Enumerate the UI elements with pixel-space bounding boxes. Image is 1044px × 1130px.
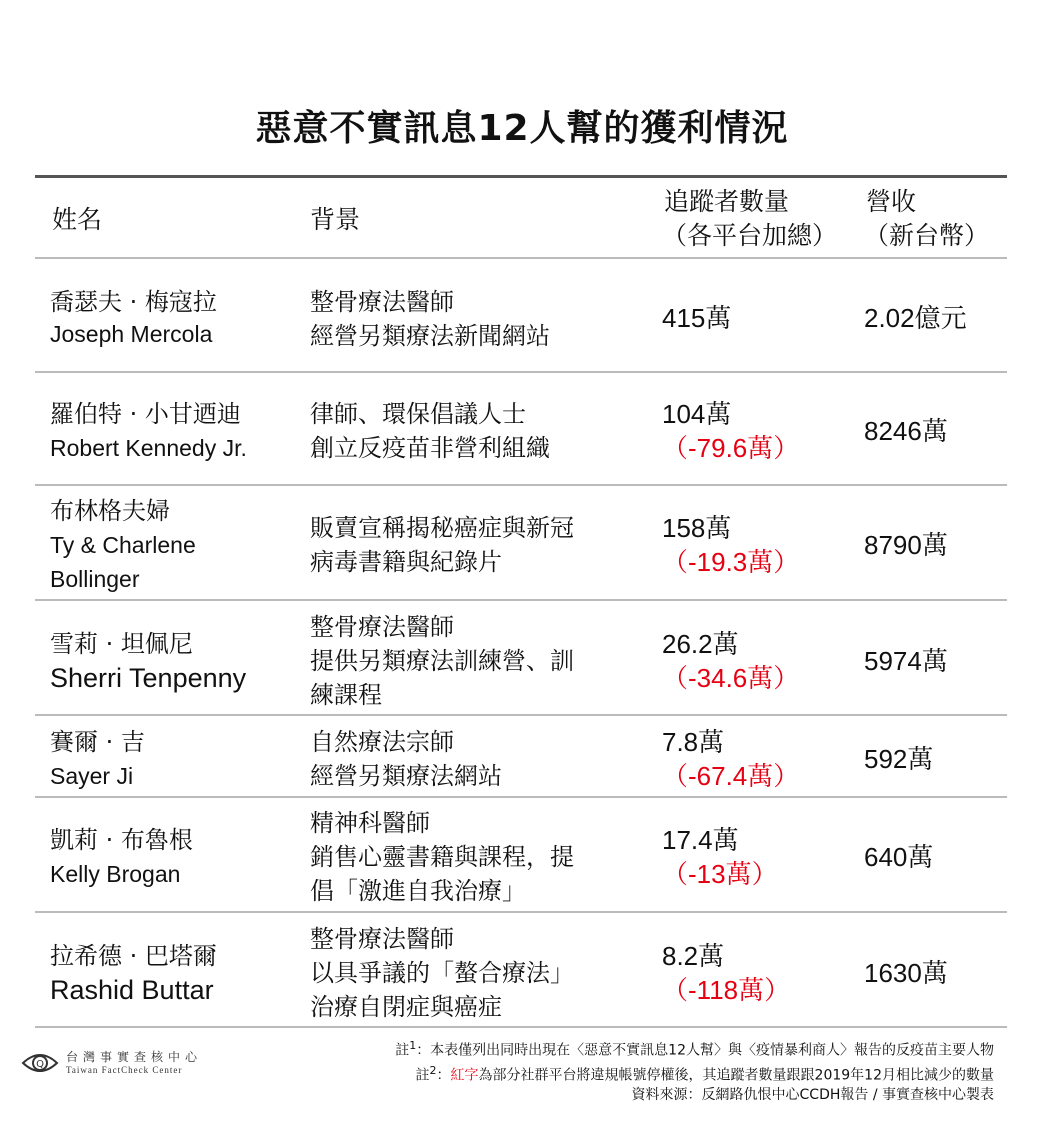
row-name-en: Robert Kennedy Jr. <box>50 435 247 461</box>
row-followers: 17.4萬 <box>662 825 739 855</box>
row-revenue: 8790萬 <box>864 530 948 560</box>
header-followers-note: （各平台加總） <box>662 221 838 250</box>
row-rule <box>35 484 1007 486</box>
footnote-2-red-text: 紅字 <box>450 1067 479 1084</box>
row-name-zh: 布林格夫婦 <box>50 497 170 525</box>
row-revenue: 8246萬 <box>864 416 948 446</box>
row-revenue: 2.02億元 <box>864 303 967 333</box>
row-rule <box>35 371 1007 373</box>
row-rule <box>35 714 1007 716</box>
footnote-2-sep: ： <box>436 1067 451 1084</box>
row-revenue: 640萬 <box>864 842 934 872</box>
footnote-2 <box>395 1061 994 1086</box>
footnote-1-label: 註 <box>395 1042 410 1059</box>
row-followers: 7.8萬 <box>662 727 725 757</box>
row-bg-line: 銷售心靈書籍與課程，提 <box>310 843 574 871</box>
row-name-zh: 拉希德 · 巴塔爾 <box>50 942 217 970</box>
row-name-en: Sayer Ji <box>50 763 134 789</box>
row-revenue: 1630萬 <box>864 958 948 988</box>
fact-check-center-logo <box>20 1043 220 1083</box>
row-follower-change: （-34.6萬） <box>662 663 800 693</box>
row-bg-line: 律師、環保倡議人士 <box>310 400 526 428</box>
row-bg-line: 自然療法宗師 <box>310 728 454 756</box>
table-top-rule <box>35 175 1007 178</box>
row-rule <box>35 599 1007 601</box>
row-follower-change: （-13萬） <box>662 859 778 889</box>
header-revenue: 營收 <box>866 187 917 216</box>
row-revenue: 592萬 <box>864 744 934 774</box>
header-name: 姓名 <box>52 205 103 234</box>
source-note: 資料來源：反網路仇恨中心CCDH報告 / 事實查核中心製表 <box>631 1087 994 1104</box>
row-name-en: Kelly Brogan <box>50 861 181 887</box>
row-followers: 8.2萬 <box>662 941 725 971</box>
row-bg-line: 病毒書籍與紀錄片 <box>310 548 502 576</box>
row-bg-line: 整骨療法醫師 <box>310 613 454 641</box>
row-name-zh: 喬瑟夫 · 梅寇拉 <box>50 288 217 316</box>
footnote-1-text: ：本表僅列出同時出現在〈惡意不實訊息12人幫〉與〈疫情暴利商人〉報告的反疫苗主要人物 <box>416 1042 994 1059</box>
row-name-zh: 雪莉 · 坦佩尼 <box>50 630 193 658</box>
row-bg-line: 經營另類療法網站 <box>310 762 502 790</box>
row-name-zh: 賽爾 · 吉 <box>50 728 145 756</box>
row-bg-line: 整骨療法醫師 <box>310 925 454 953</box>
header-revenue-note: （新台幣） <box>864 221 990 250</box>
footnote-2-label: 註 <box>415 1067 430 1084</box>
row-follower-change: （-19.3萬） <box>662 547 800 577</box>
footnote-2-text: 為部分社群平台將違規帳號停權後，其追蹤者數量跟跟2019年12月相比減少的數量 <box>478 1067 994 1084</box>
row-bg-line: 提供另類療法訓練營、訓 <box>310 647 574 675</box>
row-name-en: Ty & Charlene Bollinger <box>50 532 196 592</box>
row-followers: 104萬 <box>662 399 732 429</box>
row-bg-line: 整骨療法醫師 <box>310 288 454 316</box>
row-follower-change: （-67.4萬） <box>662 761 800 791</box>
row-bg-line: 精神科醫師 <box>310 809 430 837</box>
row-name-en: Joseph Mercola <box>50 321 213 347</box>
footnote-1 <box>395 1036 994 1061</box>
row-follower-change: （-79.6萬） <box>662 433 800 463</box>
row-followers: 158萬 <box>662 513 732 543</box>
svg-text:Q: Q <box>36 1059 44 1070</box>
row-name-en: Sherri Tenpenny <box>50 663 247 693</box>
footnotes <box>395 1036 994 1105</box>
row-bg-line: 以具爭議的「螯合療法」 <box>310 959 574 987</box>
eye-icon <box>20 1043 60 1083</box>
table-bottom-rule <box>35 1026 1007 1028</box>
row-bg-line: 販賣宣稱揭秘癌症與新冠 <box>310 514 574 542</box>
row-name-zh: 凱莉 · 布魯根 <box>50 826 193 854</box>
page-title: 惡意不實訊息12人幫的獲利情況 <box>255 108 789 149</box>
row-follower-change: （-118萬） <box>662 975 791 1005</box>
row-rule <box>35 796 1007 798</box>
header-rule <box>35 257 1007 259</box>
header-background: 背景 <box>310 205 361 234</box>
footnote-1-number: 1 <box>409 1039 417 1052</box>
logo-text-zh: 台灣事實查核中心 <box>66 1050 203 1064</box>
row-name-zh: 羅伯特 · 小甘迺迪 <box>50 400 241 428</box>
row-followers: 415萬 <box>662 303 732 333</box>
header-followers: 追蹤者數量 <box>664 187 790 216</box>
row-bg-line: 治療自閉症與癌症 <box>310 993 502 1021</box>
row-bg-line: 創立反疫苗非營利組織 <box>310 434 550 462</box>
row-bg-line: 倡「激進自我治療」 <box>310 877 526 905</box>
row-revenue: 5974萬 <box>864 646 948 676</box>
row-rule <box>35 911 1007 913</box>
logo-text-en: Taiwan FactCheck Center <box>66 1065 183 1075</box>
row-followers: 26.2萬 <box>662 629 739 659</box>
row-name-en: Rashid Buttar <box>50 975 214 1005</box>
row-bg-line: 經營另類療法新聞網站 <box>310 322 550 350</box>
row-bg-line: 練課程 <box>310 681 382 709</box>
footnote-2-number: 2 <box>429 1063 437 1077</box>
